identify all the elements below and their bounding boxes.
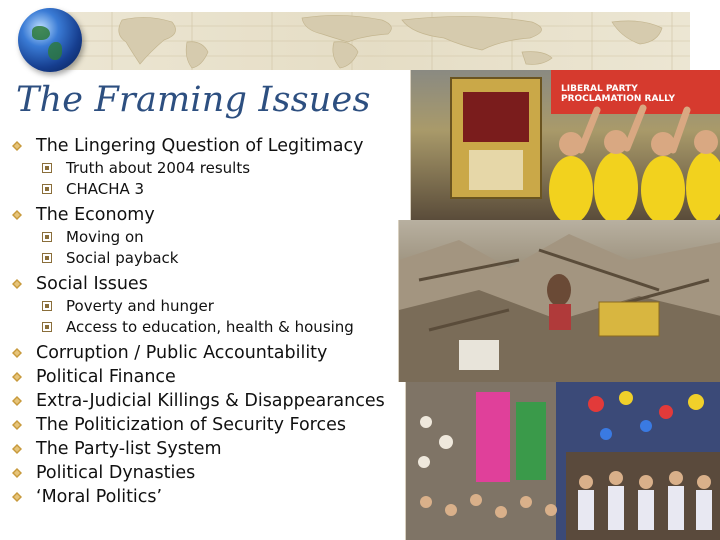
bullet-political-dynasties (10, 461, 405, 485)
sub-bullet (10, 179, 405, 200)
sub-bullet-label: Truth about 2004 results (66, 159, 251, 177)
photo-crowd (405, 382, 720, 540)
sub-bullet (10, 158, 405, 179)
bullet-corruption (10, 341, 405, 365)
diamond-bullet-icon (12, 279, 22, 289)
diamond-bullet-icon (12, 444, 22, 454)
globe-icon (18, 8, 82, 72)
sub-bullet-label: Moving on (66, 228, 144, 246)
diamond-bullet-icon (12, 420, 22, 430)
bullet-label: ‘Moral Politics’ (36, 487, 163, 507)
diamond-bullet-icon (12, 210, 22, 220)
diamond-bullet-icon (12, 492, 22, 502)
bullet-label: The Politicization of Security Forces (36, 415, 346, 435)
diamond-bullet-icon (12, 348, 22, 358)
bullet-label: The Economy (36, 205, 155, 225)
world-map-banner (52, 12, 690, 70)
square-bullet-icon (42, 301, 52, 311)
bullet-label: Political Dynasties (36, 463, 196, 483)
square-bullet-icon (42, 163, 52, 173)
diamond-bullet-icon (12, 141, 22, 151)
bullet-political-finance (10, 365, 405, 389)
bullet-social-issues (10, 272, 405, 296)
bullet-legitimacy (10, 134, 405, 158)
world-map-lines (52, 12, 690, 70)
square-bullet-icon (42, 322, 52, 332)
sub-bullet (10, 248, 405, 269)
sub-bullet-label: Access to education, health & housing (66, 318, 354, 336)
sub-bullet (10, 317, 405, 338)
photo-disaster (398, 220, 720, 382)
bullet-moral-politics (10, 485, 405, 509)
diamond-bullet-icon (12, 468, 22, 478)
bullet-label: Political Finance (36, 367, 176, 387)
bullet-list (10, 134, 405, 509)
globe-landmass (48, 42, 62, 60)
bullet-economy (10, 203, 405, 227)
bullet-label: Corruption / Public Accountability (36, 343, 328, 363)
square-bullet-icon (42, 184, 52, 194)
rally-banner-text: LIBERAL PARTY PROCLAMATION RALLY (561, 84, 675, 104)
sub-bullet-label: Social payback (66, 249, 179, 267)
photo-rally (410, 70, 720, 220)
bullet-label: Social Issues (36, 274, 148, 294)
bullet-label: The Lingering Question of Legitimacy (36, 136, 364, 156)
globe-landmass (32, 26, 50, 40)
square-bullet-icon (42, 253, 52, 263)
bullet-label: Extra-Judicial Killings & Disappearances (36, 391, 385, 411)
crowd-scene (406, 382, 720, 540)
bullet-label: The Party-list System (36, 439, 222, 459)
bullet-party-list (10, 437, 405, 461)
disaster-scene (399, 220, 720, 382)
square-bullet-icon (42, 232, 52, 242)
slide-title: The Framing Issues (16, 80, 371, 120)
sub-bullet-label: Poverty and hunger (66, 297, 214, 315)
bullet-security-forces (10, 413, 405, 437)
bullet-extra-judicial-killings (10, 389, 405, 413)
sub-bullet (10, 296, 405, 317)
sub-bullet-label: CHACHA 3 (66, 180, 145, 198)
diamond-bullet-icon (12, 396, 22, 406)
sub-bullet (10, 227, 405, 248)
diamond-bullet-icon (12, 372, 22, 382)
